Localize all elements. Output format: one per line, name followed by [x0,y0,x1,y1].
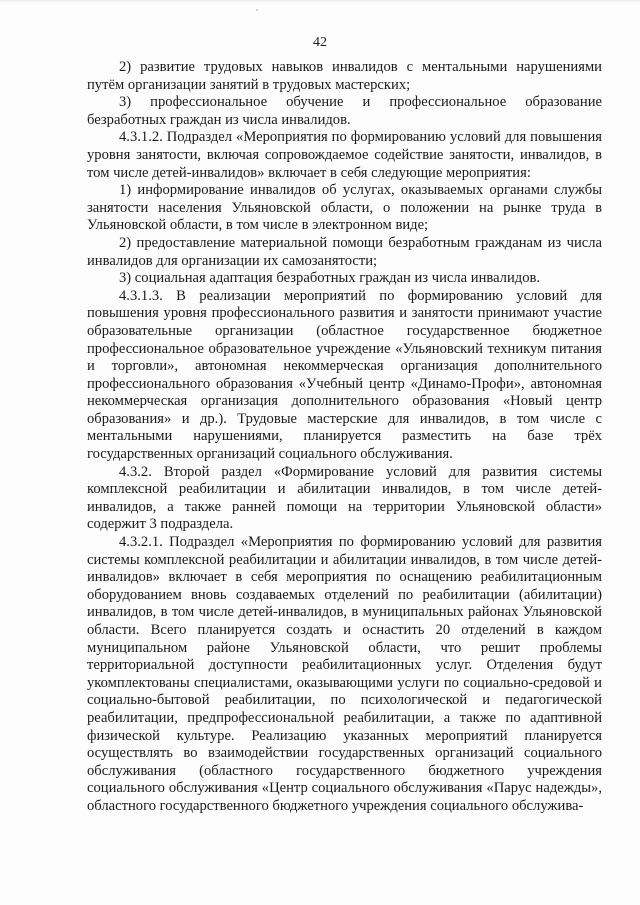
paragraph: 2) развитие трудовых навыков инвалидов с ментальными нарушениями путём организации занятий в трудовых мастерских; [87,59,602,93]
document-body [87,59,602,816]
paragraph: 4.3.2.1. Подраздел «Мероприятия по формированию условий для развития системы комплексной реабилитации и абилитации инвалидов, в том числе детей-инвалидов» включает в себя мероприятия по оснащению реабилитационным оборудованием вновь создаваемых отделений по реабилитации (абилитации) инвалидов, в том числе детей-инвалидов, в муниципальных районах Ульяновской области. Всего планируется создать и оснастить 20 отделений в каждом муниципальном районе Ульяновской области, что решит проблемы территориальной доступности реабилитационных услуг. Отделения будут укомплектованы специалистами, оказывающими услуги по социально-средовой и социально-бытовой реабилитации, по психологической и педагогической реабилитации, предпрофессиональной реабилитации, а также по адаптивной физической культуре. Реализацию указанных мероприятий планируется осуществлять во взаимодействии государственных организаций социального обслуживания (областного государственного бюджетного учреждения социального обслуживания «Центр социального обслуживания «Парус надежды», областного государственного бюджетного учреждения социального обслужива- [87,534,602,814]
paragraph: 4.3.1.2. Подраздел «Мероприятия по формированию условий для повышения уровня занятости, включая сопровождаемое содействие занятости, инвалидов, в том числе детей-инвалидов» включает в себя следующие мероприятия: [87,129,602,181]
paragraph: 4.3.1.3. В реализации мероприятий по формированию условий для повышения уровня профессионального развития и занятости принимают участие образовательные организации (областное государственное бюджетное профессиональное образовательное учреждение «Ульяновский техникум питания и торговли», автономная некоммерческая организация дополнительного профессионального образования «Учебный центр «Динамо-Профи», автономная некоммерческая организация дополнительного образования «Новый центр образования» и др.). Трудовые мастерские для инвалидов, в том числе с ментальными нарушениями, планируется разместить на базе трёх государственных организаций социального обслуживания. [87,287,602,463]
paragraph: 1) информирование инвалидов об услугах, оказываемых органами службы занятости населения Ульяновской области, о положении на рынке труда в Ульяновской области, в том числе в электронном виде; [87,182,602,234]
page-number: 42 [313,35,327,50]
paragraph: 3) профессиональное обучение и профессиональное образование безработных граждан из числа инвалидов. [87,94,602,128]
paragraph: 2) предоставление материальной помощи безработным гражданам из числа инвалидов для организации их самозанятости; [87,234,602,269]
scan-edge [0,0,640,3]
scan-speck [256,9,258,11]
paragraph: 3) социальная адаптация безработных граждан из числа инвалидов. [119,270,541,287]
paragraph: 4.3.2. Второй раздел «Формирование условий для развития системы комплексной реабилитации и абилитации инвалидов, в том числе детей-инвалидов, а также ранней помощи на территории Ульяновской области» содержит 3 подраздела. [87,463,602,533]
